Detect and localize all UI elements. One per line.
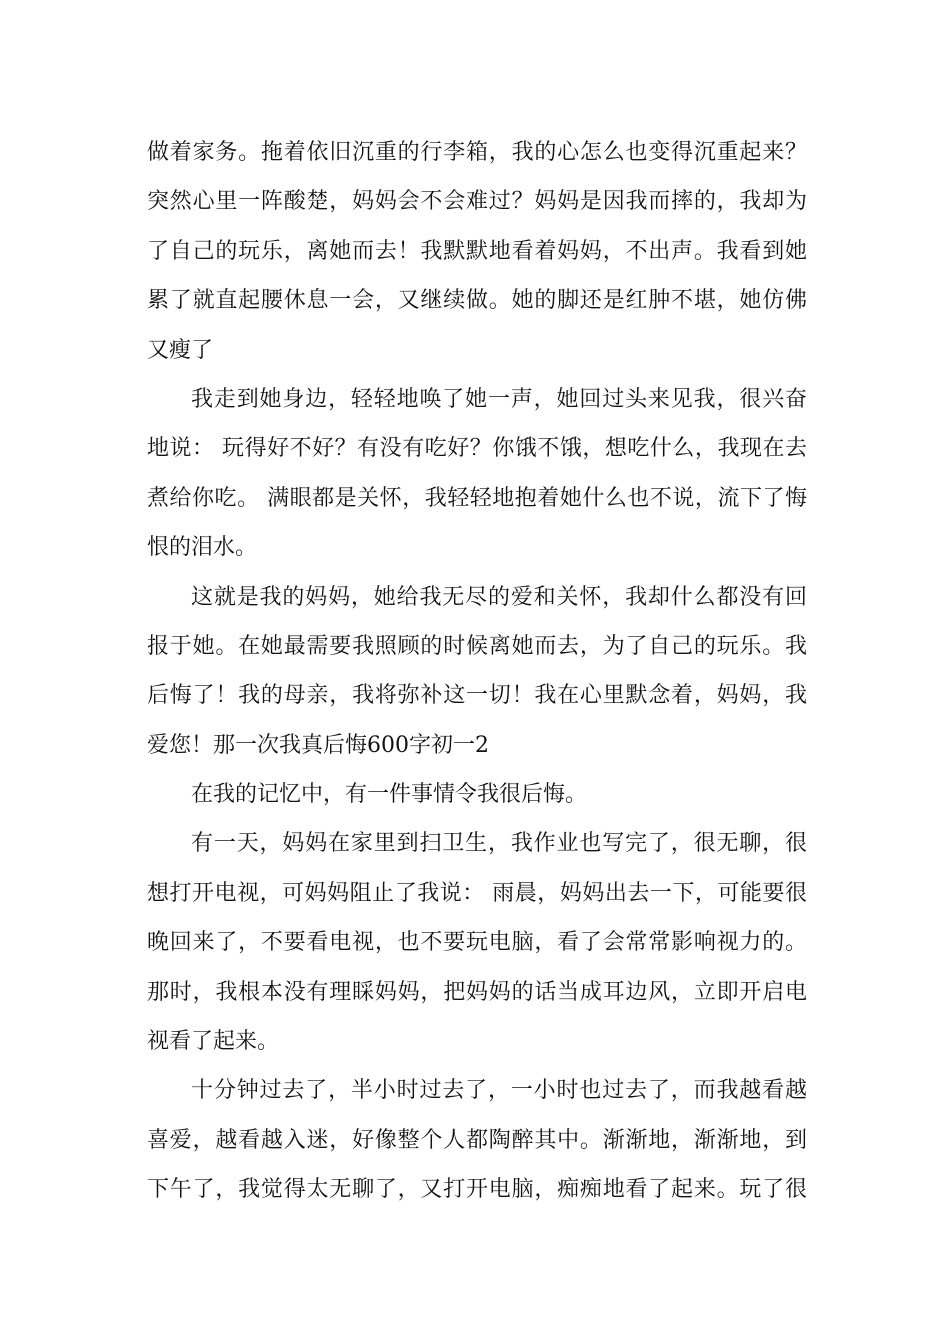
text-line: 恨的泪水。: [147, 535, 258, 561]
text-line: 在我的记忆中，有一件事情令我很后悔。: [191, 782, 588, 808]
text-line: 有一天，妈妈在家里到扫卫生，我作业也写完了，很无聊，很: [191, 831, 807, 857]
text-line: 下午了，我觉得太无聊了，又打开电脑，痴痴地看了起来。玩了很: [147, 1177, 807, 1203]
text-line: 喜爱，越看越入迷，好像整个人都陶醉其中。渐渐地，渐渐地，到: [147, 1127, 807, 1153]
text-line: 煮给你吃。 满眼都是关怀，我轻轻地抱着她什么也不说，流下了悔: [147, 485, 807, 511]
text-line: 这就是我的妈妈，她给我无尽的爱和关怀，我却什么都没有回: [191, 584, 807, 610]
text-line: 报于她。在她最需要我照顾的时候离她而去，为了自己的玩乐。我: [147, 633, 807, 659]
text-line: 又瘦了: [147, 337, 214, 363]
text-line: 后悔了！我的母亲，我将弥补这一切！我在心里默念着，妈妈，我: [147, 683, 807, 709]
text-line: 那时，我根本没有理睬妈妈，把妈妈的话当成耳边风，立即开启电: [147, 979, 807, 1005]
text-line: 累了就直起腰休息一会，又继续做。她的脚还是红肿不堪，她仿佛: [147, 288, 807, 314]
body-text: [147, 128, 807, 1215]
text-line: 了自己的玩乐，离她而去！我默默地看着妈妈，不出声。我看到她: [147, 238, 807, 264]
text-line: 十分钟过去了，半小时过去了，一小时也过去了，而我越看越: [191, 1078, 807, 1104]
text-line: 晚回来了，不要看电视，也不要玩电脑，看了会常常影响视力的。: [147, 930, 807, 956]
text-line: 地说： 玩得好不好？有没有吃好？你饿不饿，想吃什么，我现在去: [147, 436, 807, 462]
text-line: 突然心里一阵酸楚，妈妈会不会难过？妈妈是因我而摔的，我却为: [147, 189, 807, 215]
text-line: 做着家务。拖着依旧沉重的行李箱，我的心怎么也变得沉重起来？: [147, 140, 807, 165]
text-line: 爱您！那一次我真后悔600字初一2: [147, 732, 489, 758]
text-line: 想打开电视，可妈妈阻止了我说： 雨晨，妈妈出去一下，可能要很: [147, 880, 807, 906]
text-line: 我走到她身边，轻轻地唤了她一声，她回过头来见我，很兴奋: [191, 386, 807, 412]
text-line: 视看了起来。: [147, 1029, 280, 1055]
